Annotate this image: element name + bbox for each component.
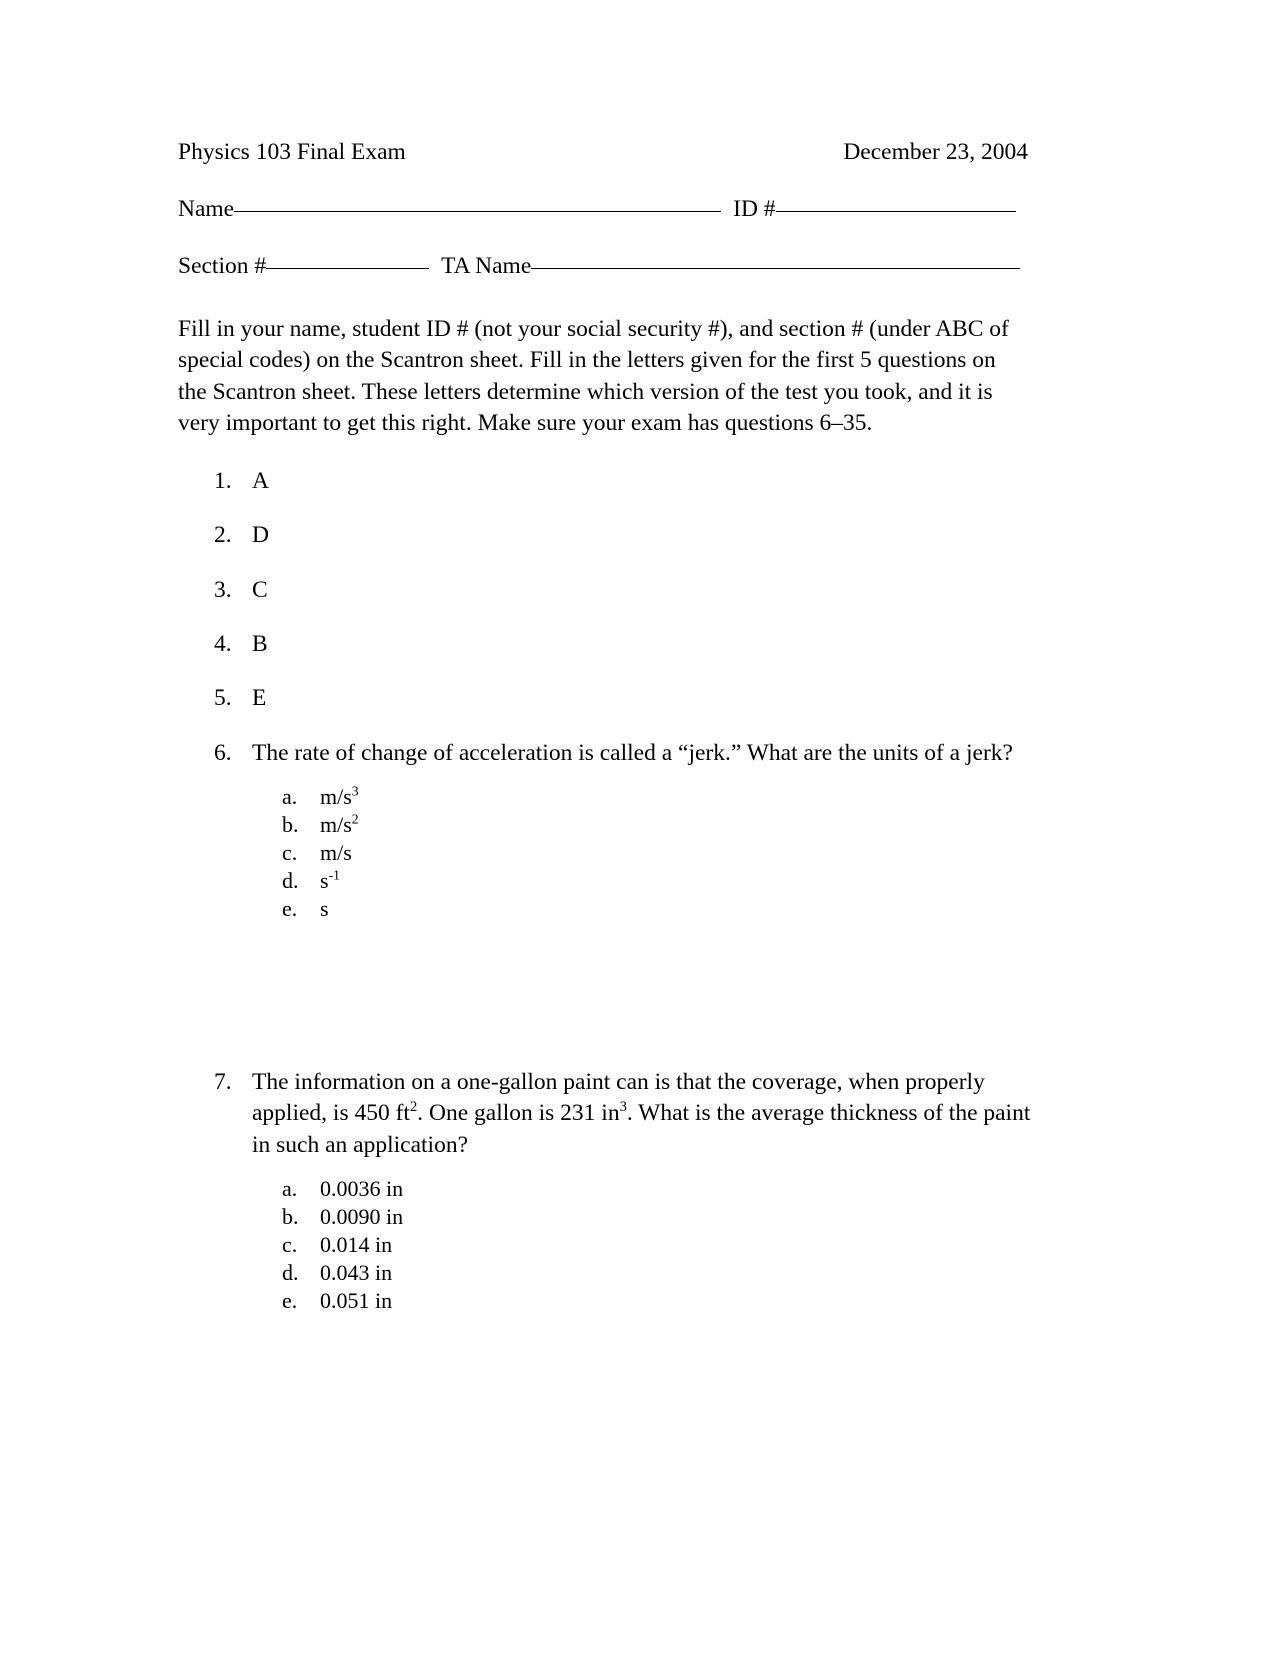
choice-letter: a. (282, 1175, 298, 1201)
list-item (178, 630, 1038, 658)
question-exponent: 2 (409, 1099, 418, 1116)
choice-option[interactable] (282, 1287, 1038, 1315)
list-item-number: 4. (214, 630, 232, 657)
choice-letter: c. (282, 1231, 298, 1257)
choice-letter: e. (282, 896, 298, 922)
list-item-value: D (252, 522, 269, 549)
choice-exponent: 2 (351, 811, 359, 827)
choice-text: 0.0090 in (320, 1203, 404, 1229)
list-item-value: C (252, 576, 268, 603)
question-7-choices (178, 1175, 1038, 1315)
question-7 (178, 1067, 1038, 1161)
choice-text: 0.043 in (320, 1259, 393, 1285)
choice-letter: c. (282, 840, 298, 866)
list-item (178, 576, 1038, 604)
choice-text: s (320, 896, 329, 922)
name-input[interactable] (234, 211, 721, 212)
choice-option[interactable] (282, 895, 1038, 923)
name-label: Name (178, 196, 235, 223)
exam-date: December 23, 2004 (843, 139, 1028, 165)
question-6-choices (178, 783, 1038, 923)
page-title: Physics 103 Final Exam (178, 139, 406, 165)
choice-option[interactable] (282, 1175, 1038, 1203)
question-exponent: 3 (619, 1099, 627, 1116)
list-item-number: 1. (214, 468, 232, 495)
question-6 (178, 738, 1038, 769)
list-item (178, 684, 1038, 712)
choice-option[interactable] (282, 867, 1038, 895)
list-item (178, 521, 1038, 549)
list-item-value: A (252, 468, 269, 495)
choice-text: 0.014 in (320, 1231, 393, 1257)
question-number: 6. (214, 740, 232, 767)
question-text: The information on a one-gallon paint can is that the coverage, when properly applied, is 450 $ft^2$. One gallon is 231 $in^3$. What is the average thickness of the paint in such an application? (252, 1069, 1031, 1158)
choice-option[interactable] (282, 1231, 1038, 1259)
choice-option[interactable] (282, 811, 1038, 839)
ta-label: TA Name (441, 253, 532, 280)
list-item-value: B (252, 630, 268, 657)
choice-text: $m/s^3$ (320, 784, 359, 810)
choice-exponent: -1 (328, 867, 340, 883)
id-input[interactable] (776, 211, 1016, 212)
choice-letter: d. (282, 1259, 299, 1285)
name-id-row (178, 196, 1038, 223)
document-header (178, 138, 1038, 166)
choice-letter: b. (282, 812, 299, 838)
choice-letter: a. (282, 784, 298, 810)
id-label: ID # (733, 196, 776, 223)
ta-name-input[interactable] (531, 268, 1020, 269)
choice-text: 0.051 in (320, 1287, 393, 1313)
list-item (178, 467, 1038, 495)
choice-letter: d. (282, 868, 299, 894)
section-spacer (178, 923, 1038, 1041)
question-text: The rate of change of acceleration is called a “jerk.” What are the units of a jerk? (252, 740, 1013, 767)
choice-option[interactable] (282, 1259, 1038, 1287)
section-input[interactable] (266, 268, 429, 269)
choice-letter: b. (282, 1203, 299, 1229)
choice-text: $m/s^2$ (320, 811, 359, 838)
list-item-number: 5. (214, 684, 232, 711)
version-answers-list (178, 467, 1038, 712)
choice-letter: e. (282, 1287, 298, 1313)
page-content (178, 138, 1038, 1315)
choice-option[interactable] (282, 839, 1038, 867)
section-label: Section # (178, 253, 267, 280)
choice-text: 0.0036 in (320, 1175, 404, 1201)
choice-text: $s^{-1}$ (320, 867, 340, 894)
list-item-number: 3. (214, 576, 232, 603)
question-number: 7. (214, 1069, 232, 1096)
list-item-value: E (252, 684, 267, 711)
section-ta-row (178, 253, 1038, 280)
list-item-number: 2. (214, 522, 232, 549)
choice-option[interactable] (282, 1203, 1038, 1231)
choice-text: m/s (320, 840, 352, 866)
choice-option[interactable] (282, 783, 1038, 811)
choice-exponent: 3 (351, 784, 359, 800)
instructions-paragraph: Fill in your name, student ID # (not your social security #), and section # (under ABC of special codes) on the Scantron sheet. Fill in the letters given for the first 5 questions on the Scantron sheet. These letters determine which version of the test you took, and it is very important to get this right. Make sure your exam has questions 6–35. (178, 316, 1009, 436)
